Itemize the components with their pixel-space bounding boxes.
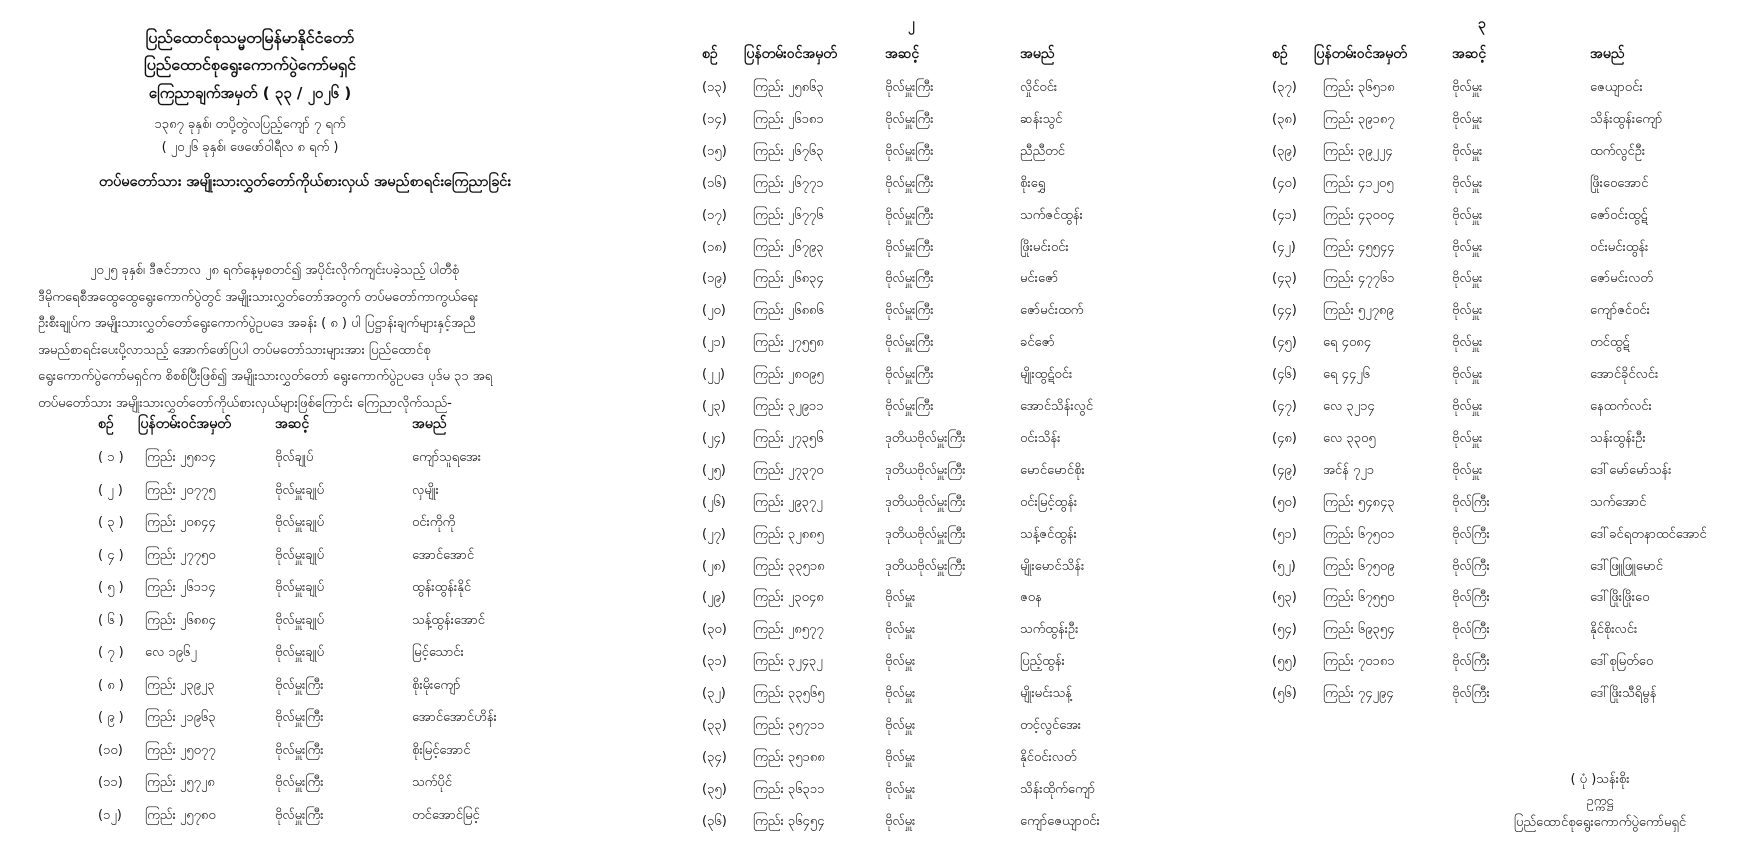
- member-name: မင်းဇော်: [1020, 271, 1059, 287]
- service-number: ကြည်း ၂၆၇၇၆: [753, 207, 824, 223]
- col3-header-no: စဉ်: [1272, 46, 1288, 62]
- service-number: ကြည်း ၂၀၈၄၄: [145, 515, 216, 530]
- paragraph-line: ရွေးကောက်ပွဲကော်မရှင်က စိစစ်ပြီးဖြစ်၍ အမျိုးသားလွှတ်တော် ရွေးကောက်ပွဲဥပဒေ ပုဒ်မ ၃၁ အရ: [38, 369, 493, 384]
- member-name: မြင့်သောင်း: [412, 645, 464, 660]
- member-name: ဝင်းကိုကို: [412, 515, 456, 530]
- rank: ဗိုလ်မှူး: [1452, 143, 1483, 159]
- row-number: ( ၃ ): [98, 515, 124, 530]
- rank: ဗိုလ်ကြီး: [1452, 654, 1490, 670]
- row-number: (၂၈): [702, 558, 726, 574]
- header-commission: ပြည်ထောင်စုရွေးကောက်ပွဲကော်မရှင်: [144, 55, 356, 74]
- row-number: (၂၇): [702, 526, 726, 542]
- rank: ဗိုလ်မှူးချုပ်: [275, 515, 324, 530]
- announcement-paragraph: [38, 258, 566, 417]
- rank: ဗိုလ်မှူးချုပ်: [275, 612, 324, 628]
- row-number: ( ၅ ): [98, 580, 124, 595]
- service-number: လေ ၃၂၁၄: [1323, 399, 1375, 414]
- rank: ဗိုလ်မှူးကြီး: [885, 111, 934, 127]
- member-name: ခင်ဇော်: [1020, 335, 1055, 351]
- service-number: ကြည်း ၃၆၅၁၈: [1323, 80, 1395, 95]
- rank: ဗိုလ်မှူးကြီး: [885, 303, 934, 319]
- row-number: ( ၄ ): [98, 547, 124, 563]
- member-name: ဒေါ်မော်မော်သန်း: [1590, 462, 1672, 478]
- header-country: ပြည်ထောင်စုသမ္မတမြန်မာနိုင်ငံတော်: [145, 28, 355, 47]
- row-number: (၁၂): [98, 807, 122, 823]
- rank: ဗိုလ်မှူးကြီး: [275, 807, 324, 823]
- row-number: (၁၁): [98, 775, 123, 790]
- page-number-2: ၂: [908, 16, 915, 32]
- service-number: အင်န် ၇၂၁: [1323, 462, 1375, 478]
- announcement-number: ကြေညာချက်အမှတ် ( ၃၃ / ၂၀၂၆ ): [148, 84, 352, 102]
- paragraph-line: ၂၀၂၅ ခုနှစ်၊ ဒီဇင်ဘာလ ၂၈ ရက်နေ့မှစတင်၍ အပိုင်းလိုက်ကျင်းပခဲ့သည့် ပါတီစုံ: [90, 263, 460, 278]
- service-number: ကြည်း ၆၇၅၀၁: [1323, 526, 1395, 542]
- rank: ဗိုလ်မှူး: [1452, 399, 1483, 414]
- row-number: ( ၉ ): [98, 710, 124, 725]
- service-number: ကြည်း ၇၀၁၈၁: [1323, 654, 1395, 670]
- rank: ဒုတိယဗိုလ်မှူးကြီး: [885, 494, 966, 510]
- service-number: ကြည်း ၂၆၁၁၄: [145, 580, 216, 595]
- row-number: (၅၄): [1272, 622, 1297, 638]
- rank: ဗိုလ်မှူးချုပ်: [275, 645, 324, 660]
- row-number: ( ၈ ): [98, 677, 124, 693]
- row-number: (၃၄): [702, 749, 727, 765]
- member-name: လှမျိုး: [412, 482, 439, 498]
- service-number: ကြည်း ၇၄၂၉၄: [1323, 686, 1394, 702]
- rank: ဗိုလ်မှူးကြီး: [885, 367, 934, 383]
- service-number: ကြည်း ၂၁၉၆၃: [145, 710, 216, 725]
- rank: ဗိုလ်မှူး: [885, 781, 916, 797]
- member-name: ဒေါ်စုမြတ်ဝေ: [1590, 654, 1654, 670]
- col3-header-name: အမည်: [1590, 46, 1625, 62]
- row-number: (၃၂): [702, 686, 726, 702]
- row-number: (၄၉): [1272, 462, 1297, 478]
- rank: ဗိုလ်မှူးကြီး: [275, 775, 324, 790]
- service-number: လေ ၁၉၆၂: [145, 645, 197, 660]
- rank: ဗိုလ်မှူးချုပ်: [275, 547, 324, 563]
- row-number: (၂၃): [702, 399, 726, 414]
- service-number: ကြည်း ၂၉၃၇၂: [753, 494, 823, 510]
- service-number: ကြည်း ၆၇၅၅၀: [1323, 590, 1395, 606]
- rank: ဗိုလ်ကြီး: [1452, 622, 1490, 638]
- service-number: ကြည်း ၃၃၅၁၈: [753, 558, 825, 574]
- member-name: ဇဝန: [1020, 590, 1042, 606]
- row-number: (၃၃): [702, 718, 727, 733]
- row-number: (၅၆): [1272, 686, 1297, 702]
- member-name: ထွန်းထွန်းနိုင်: [412, 580, 472, 595]
- row-number: ( ၂ ): [98, 482, 123, 498]
- announcement-subject: တပ်မတော်သား အမျိုးသားလွှတ်တော်ကိုယ်စားလှယ် အမည်စာရင်းကြေညာခြင်း: [99, 174, 511, 190]
- service-number: ကြည်း ၂၅၇၂၈: [145, 775, 215, 790]
- member-name: ဝင်းမြင့်ထွန်း: [1020, 494, 1078, 510]
- row-number: (၂၁): [702, 335, 726, 351]
- row-number: (၃၉): [1272, 143, 1297, 159]
- row-number: (၁၄): [702, 111, 727, 127]
- member-name: အောင်သိန်းလွင်: [1020, 399, 1094, 414]
- rank: ဗိုလ်မှူး: [1452, 175, 1483, 191]
- row-number: (၄၆): [1272, 367, 1297, 383]
- member-name: တင်ထွဋ်: [1590, 335, 1630, 351]
- service-number: ရေ ၄၀၈၄: [1323, 335, 1372, 351]
- member-name: အောင်အောင်ဟိန်း: [412, 710, 497, 725]
- service-number: ကြည်း ၃၆၃၁၁: [753, 781, 825, 797]
- rank: ဗိုလ်မှူး: [885, 718, 916, 733]
- rank: ဗိုလ်မှူး: [1452, 367, 1483, 383]
- service-number: ကြည်း ၂၆၇၆၃: [753, 143, 824, 159]
- service-number: ကြည်း ၂၆၁၈၁: [753, 111, 824, 127]
- service-number: ကြည်း ၃၅၁၈၈: [753, 749, 825, 765]
- member-name: ဒေါ်ဖြူဖြူမောင်: [1590, 558, 1663, 574]
- rank: ဗိုလ်ကြီး: [1452, 494, 1490, 510]
- date-myanmar: ၁၃၈၇ ခုနှစ်၊ တပို့တွဲလပြည့်ကျော် ၇ ရက်: [154, 117, 346, 132]
- service-number: ကြည်း ၂၅၇၈၀: [145, 807, 216, 823]
- service-number: ကြည်း ၂၇၅၅၈: [753, 335, 824, 351]
- member-name: သန့်ဇင်ထွန်း: [1020, 526, 1077, 542]
- member-name: ဇော်မင်းလတ်: [1590, 271, 1653, 287]
- service-number: ကြည်း ၂၆၇၇၁: [753, 175, 824, 191]
- member-name: ဒေါ်ဖြိုးသီရိမွန်: [1590, 686, 1657, 702]
- rank: ဗိုလ်မှူး: [885, 749, 916, 765]
- row-number: (၄၁): [1272, 207, 1297, 223]
- service-number: ကြည်း ၂၈၅၇၇: [753, 622, 824, 638]
- member-name: သိန်းထိုက်ကျော်: [1020, 781, 1096, 797]
- rank: ဗိုလ်မှူးကြီး: [885, 80, 934, 95]
- service-number: လေ ၃၃၀၅: [1323, 430, 1376, 446]
- service-number: ကြည်း ၂၆၇၉၃: [753, 239, 824, 255]
- service-number: ကြည်း ၃၉၁၈၇: [1323, 111, 1395, 127]
- row-number: (၂၀): [702, 303, 726, 319]
- service-number: ကြည်း ၂၃၉၂၃: [145, 677, 215, 693]
- service-number: ကြည်း ၄၇၇၆၁: [1323, 271, 1395, 287]
- service-number: ကြည်း ၂၇၇၅၀: [145, 547, 216, 563]
- rank: ဗိုလ်ကြီး: [1452, 558, 1490, 574]
- rank: ဗိုလ်မှူးကြီး: [275, 710, 324, 725]
- member-name: ကျော်သူရအေး: [412, 450, 481, 465]
- row-number: (၂၂): [702, 367, 725, 383]
- row-number: (၅၅): [1272, 654, 1297, 670]
- service-number: ကြည်း ၂၃၀၄၈: [753, 590, 824, 606]
- service-number: ကြည်း ၄၁၂၀၅: [1323, 175, 1394, 191]
- row-number: ( ၁ ): [98, 450, 124, 465]
- rank: ဗိုလ်မှူး: [1452, 111, 1483, 127]
- rank: ဗိုလ်မှူးကြီး: [275, 677, 324, 693]
- member-name: နိုင်ဝင်းလတ်: [1020, 749, 1077, 765]
- row-number: (၃၆): [702, 813, 727, 829]
- member-name: ညီညီတင်: [1020, 143, 1066, 159]
- signature-signed: ( ပုံ )သန်းစိုး: [1570, 772, 1630, 787]
- rank: ဗိုလ်မှူးကြီး: [885, 399, 934, 414]
- member-name: ဒေါ်ခင်ရတနာထင်အောင်: [1590, 526, 1707, 542]
- row-number: (၄၂): [1272, 239, 1296, 255]
- row-number: (၁၉): [702, 271, 727, 287]
- row-number: (၂၅): [702, 462, 726, 478]
- paragraph-line: အမည်စာရင်းပေးပို့လာသည့် အောက်ဖော်ပြပါ တပ်မတော်သားများအား ပြည်ထောင်စု: [38, 342, 431, 358]
- service-number: ကြည်း ၂၀၇၇၅: [145, 482, 216, 498]
- member-name: သက်ထွန်းဦး: [1020, 622, 1079, 638]
- row-number: (၁၀): [98, 742, 123, 758]
- member-name: သက်ပိုင်: [412, 775, 452, 790]
- rank: ဗိုလ်မှူးကြီး: [885, 239, 934, 255]
- member-name: ဝင်းသိန်း: [1020, 430, 1061, 446]
- service-number: ကြည်း ၂၈၀၉၅: [753, 367, 824, 383]
- page-number-3: ၃: [1478, 16, 1486, 32]
- member-name: မျိုးမောင်သိန်း: [1020, 558, 1085, 574]
- row-number: (၅၃): [1272, 590, 1297, 606]
- rank: ဗိုလ်မှူး: [1452, 271, 1483, 287]
- rank: ဒုတိယဗိုလ်မှူးကြီး: [885, 558, 966, 574]
- rank: ဗိုလ်မှူး: [885, 686, 916, 702]
- row-number: (၄၅): [1272, 335, 1297, 351]
- member-name: ထက်လွင်ဦး: [1590, 143, 1646, 159]
- service-number: ကြည်း ၆၇၅၀၉: [1323, 558, 1395, 574]
- paragraph-line: ဦးစီးချုပ်က အမျိုးသားလွှတ်တော်ရွေးကောက်ပွဲဥပဒေ အခန်း ( ၈ ) ပါ ပြဋ္ဌာန်းချက်များနှင့်အညီ: [38, 316, 476, 331]
- row-number: ( ၆ ): [98, 612, 124, 628]
- col2-header-name: အမည်: [1020, 46, 1055, 62]
- member-name: ပြည့်ထွန်း: [1020, 654, 1065, 670]
- col2-header-rank: အဆင့်: [885, 46, 920, 62]
- row-number: (၁၇): [702, 207, 727, 223]
- service-number: ကြည်း ၃၂၄၃၂: [753, 654, 823, 670]
- service-number: ကြည်း ၂၇၃၅၆: [753, 430, 824, 446]
- service-number: ကြည်း ၂၆၈၈၆: [753, 303, 824, 319]
- row-number: (၅၂): [1272, 558, 1296, 574]
- service-number: ကြည်း ၂၆၈၃၄: [753, 271, 824, 287]
- service-number: ကြည်း ၂၅၀၇၇: [145, 742, 216, 758]
- service-number: ရေ ၄၄၂၆: [1323, 367, 1370, 383]
- rank: ဗိုလ်မှူး: [1452, 207, 1483, 223]
- member-name: စိုးမိုးကျော်: [412, 677, 461, 693]
- row-number: (၂၉): [702, 590, 726, 606]
- member-name: ကျော်ဇင်ဝင်း: [1590, 303, 1650, 319]
- member-name: သက်အောင်: [1590, 494, 1647, 510]
- service-number: ကြည်း ၃၆၄၅၄: [753, 813, 825, 829]
- paragraph-line: ဒီမိုကရေစီအထွေထွေရွေးကောက်ပွဲတွင် အမျိုးသားလွှတ်တော်အတွက် တပ်မတော်ကာကွယ်ရေး: [38, 289, 479, 305]
- rank: ဗိုလ်မှူး: [885, 622, 916, 638]
- rank: ဗိုလ်မှူး: [885, 813, 916, 829]
- member-name: မောင်မောင်စိုး: [1020, 462, 1085, 478]
- col3-header-rank: အဆင့်: [1452, 46, 1487, 62]
- rank: ဗိုလ်မှူး: [1452, 430, 1483, 446]
- service-number: ကြည်း ၂၇၃၇၀: [753, 462, 824, 478]
- member-name: အောင်အောင်: [412, 547, 475, 563]
- rank: ဒုတိယဗိုလ်မှူးကြီး: [885, 430, 966, 446]
- rank: ဗိုလ်ကြီး: [1452, 590, 1490, 606]
- member-name: ကျော်ဇေယျာဝင်း: [1020, 813, 1100, 829]
- row-number: (၂၄): [702, 430, 726, 446]
- member-name: ဇေယျာဝင်း: [1590, 80, 1643, 95]
- rank: ဗိုလ်မှူးချုပ်: [275, 580, 324, 595]
- col2-header-service-no: ပြန်တမ်းဝင်အမှတ်: [744, 46, 837, 62]
- rank: ဗိုလ်မှူးကြီး: [885, 175, 934, 191]
- row-number: (၂၆): [702, 494, 726, 510]
- rank: ဗိုလ်မှူး: [1452, 80, 1483, 95]
- member-name: လှိုင်ဝင်း: [1020, 80, 1058, 95]
- member-name: ဇော်မင်းထက်: [1020, 303, 1084, 319]
- rank: ဗိုလ်မှူး: [885, 590, 916, 606]
- member-name: အောင်ခိုင်လင်း: [1590, 367, 1659, 383]
- rank: ဗိုလ်မှူးကြီး: [275, 742, 324, 758]
- service-number: ကြည်း ၃၂၈၈၅: [753, 526, 824, 542]
- service-number: ကြည်း ၅၂၇၈၉: [1323, 303, 1394, 319]
- row-number: ( ၇ ): [98, 645, 124, 660]
- service-number: ကြည်း ၃၂၉၁၁: [753, 399, 824, 414]
- row-number: (၁၈): [702, 239, 727, 255]
- paragraph-line: တပ်မတော်သား အမျိုးသားလွှတ်တော်ကိုယ်စားလှယ်များဖြစ်ကြောင်း ကြေညာလိုက်သည်-: [38, 395, 452, 411]
- rank: ဗိုလ်မှူး: [1452, 335, 1483, 351]
- service-number: ကြည်း ၃၉၂၂၄: [1323, 143, 1393, 159]
- row-number: (၅၀): [1272, 494, 1297, 510]
- service-number: ကြည်း ၄၃၀၀၄: [1323, 207, 1395, 223]
- col2-header-no: စဉ်: [702, 46, 718, 62]
- member-name: စိုးမြင့်အောင်: [412, 742, 471, 758]
- col1-header-rank: အဆင့်: [275, 416, 310, 432]
- col1-header-service-no: ပြန်တမ်းဝင်အမှတ်: [138, 416, 231, 432]
- row-number: (၄၄): [1272, 303, 1297, 319]
- member-name: ဆန်းသွင်: [1020, 111, 1063, 127]
- rank: ဗိုလ်မှူးကြီး: [885, 335, 934, 351]
- col1-header-name: အမည်: [412, 416, 447, 432]
- service-number: ကြည်း ၆၉၃၅၄: [1323, 622, 1395, 638]
- rank: ဒုတိယဗိုလ်မှူးကြီး: [885, 526, 966, 542]
- row-number: (၁၆): [702, 175, 727, 191]
- member-name: နိုင်စိုးလင်း: [1590, 622, 1638, 638]
- rank: ဗိုလ်ကြီး: [1452, 526, 1490, 542]
- rank: ဗိုလ်မှူး: [1452, 462, 1483, 478]
- member-name: စိုးရွှေ: [1020, 175, 1046, 191]
- date-gregorian: ( ၂၀၂၆ ခုနှစ်၊ ဖေဖော်ဝါရီလ ၈ ရက် ): [161, 140, 339, 155]
- signature-organization: ပြည်ထောင်စုရွေးကောက်ပွဲကော်မရှင်: [1513, 815, 1687, 830]
- rank: ဗိုလ်ချုပ်: [275, 450, 314, 465]
- row-number: (၅၁): [1272, 526, 1297, 542]
- rank: ဗိုလ်မှူး: [885, 654, 916, 670]
- member-name: သန့်ထွန်းအောင်: [412, 612, 485, 628]
- row-number: (၃၁): [702, 654, 727, 670]
- row-number: (၄၀): [1272, 175, 1297, 191]
- rank: ဗိုလ်မှူးကြီး: [885, 207, 934, 223]
- service-number: ကြည်း ၂၅၈၁၄: [145, 450, 216, 465]
- member-name: ဇော်ဝင်းထွဋ်: [1590, 207, 1648, 223]
- service-number: ကြည်း ၄၅၅၄၄: [1323, 239, 1395, 255]
- row-number: (၃၅): [702, 781, 727, 797]
- row-number: (၄၈): [1272, 430, 1297, 446]
- rank: ဒုတိယဗိုလ်မှူးကြီး: [885, 462, 966, 478]
- member-name: သိန်းထွန်းကျော်: [1590, 111, 1663, 127]
- member-name: တင်အောင်မြင့်: [412, 807, 480, 823]
- member-name: တင့်လွင်အေး: [1020, 718, 1082, 733]
- member-name: နေထက်လင်း: [1590, 399, 1652, 414]
- member-name: ဝင်းမင်းထွန်း: [1590, 239, 1649, 255]
- member-name: မျိုးထွဋ်ဝင်း: [1020, 367, 1073, 383]
- member-name: သန်းထွန်းဦး: [1590, 430, 1646, 446]
- service-number: ကြည်း ၂၅၈၆၃: [753, 80, 824, 95]
- member-name: မျိုးမင်းသန့်: [1020, 686, 1072, 702]
- signature-title: ဥက္ကဋ္ဌ: [1586, 794, 1614, 809]
- row-number: (၃၀): [702, 622, 727, 638]
- rank: ဗိုလ်မှူးကြီး: [885, 271, 934, 287]
- member-name: ဖြိုးမင်းဝင်း: [1020, 239, 1069, 255]
- rank: ဗိုလ်မှူးချုပ်: [275, 482, 324, 498]
- row-number: (၁၅): [702, 143, 727, 159]
- member-name: ဒေါ်ဖြိုးဖြိုးဝေ: [1590, 590, 1650, 606]
- row-number: (၃၈): [1272, 111, 1297, 127]
- rank: ဗိုလ်မှူး: [1452, 303, 1483, 319]
- row-number: (၄၃): [1272, 271, 1297, 287]
- row-number: (၁၃): [702, 80, 727, 95]
- rank: ဗိုလ်ကြီး: [1452, 686, 1490, 702]
- service-number: ကြည်း ၅၄၈၄၃: [1323, 494, 1395, 510]
- row-number: (၄၇): [1272, 399, 1297, 414]
- row-number: (၃၇): [1272, 80, 1297, 95]
- rank: ဗိုလ်မှူး: [1452, 239, 1483, 255]
- service-number: ကြည်း ၂၆၈၈၄: [145, 612, 216, 628]
- rank: ဗိုလ်မှူးကြီး: [885, 143, 934, 159]
- service-number: ကြည်း ၃၃၅၆၅: [753, 686, 825, 702]
- service-number: ကြည်း ၃၅၇၁၁: [753, 718, 825, 733]
- col3-header-service-no: ပြန်တမ်းဝင်အမှတ်: [1314, 46, 1407, 62]
- col1-header-no: စဉ်: [98, 416, 114, 432]
- member-name: ဖြိုးဝေအောင်: [1590, 175, 1649, 191]
- member-name: သက်ဇင်ထွန်း: [1020, 207, 1083, 223]
